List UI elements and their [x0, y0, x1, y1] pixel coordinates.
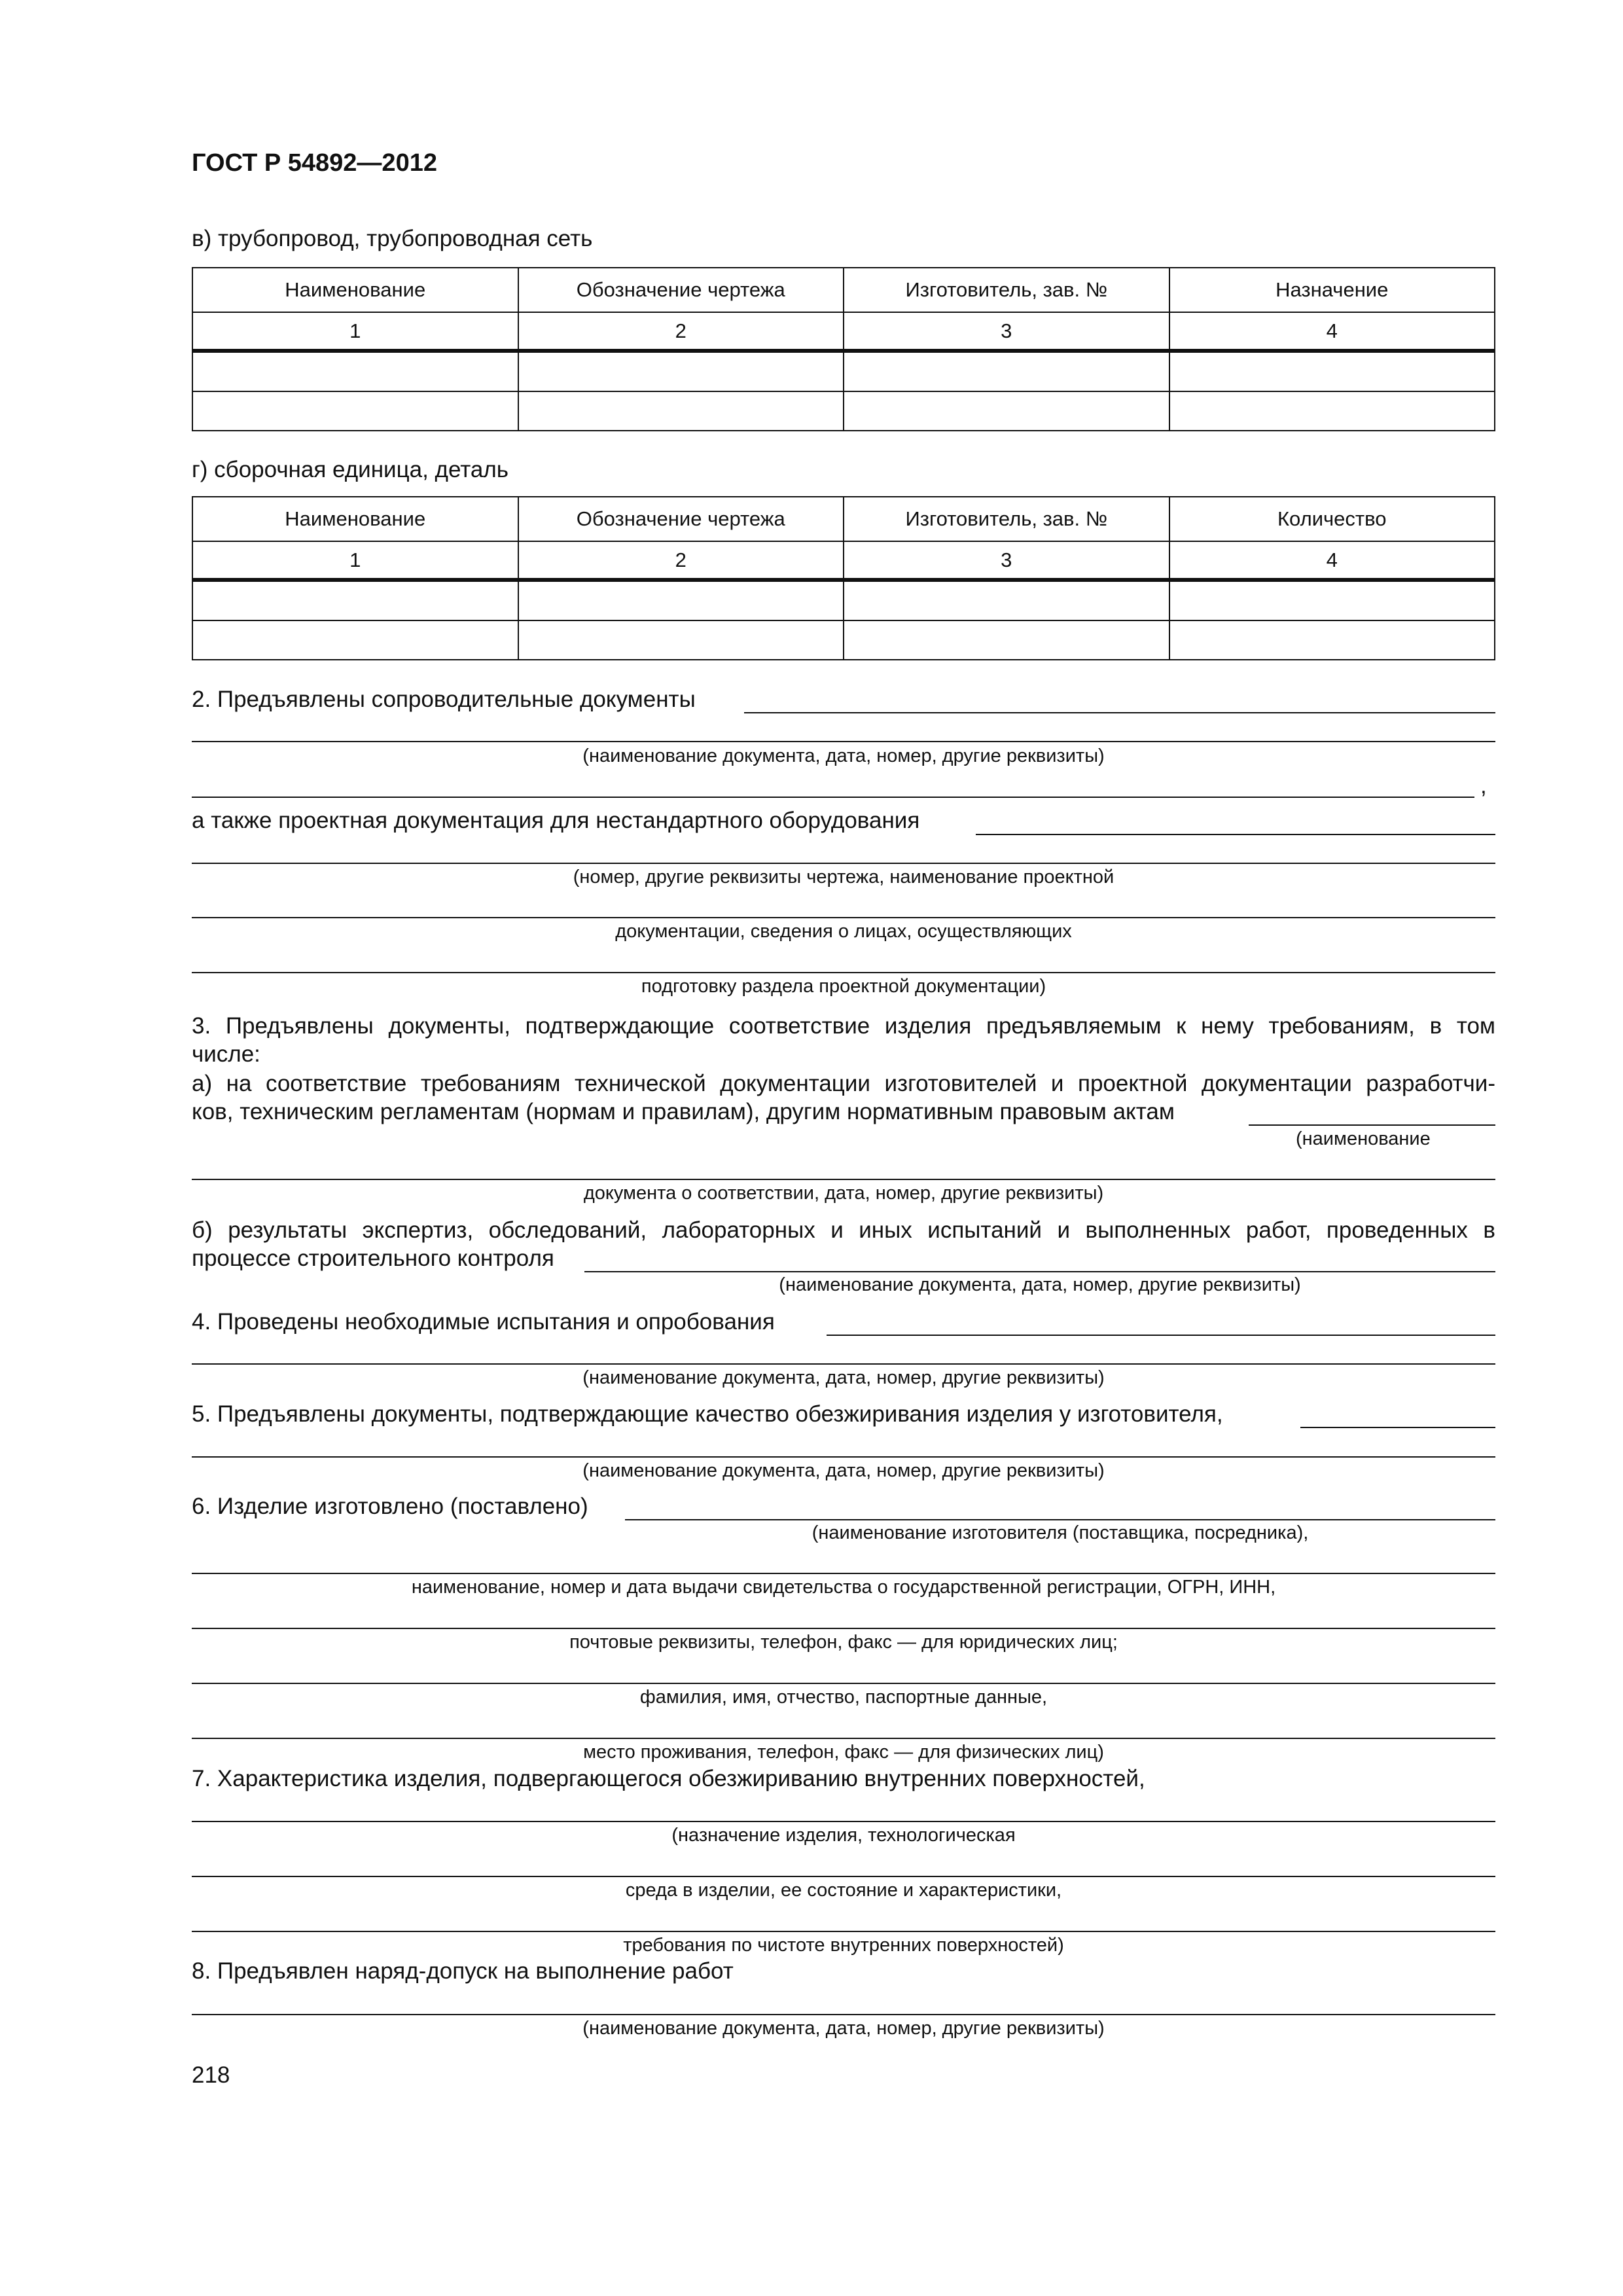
item3-line1: 3. Предъявлены документы, подтверждающие соответствие изделия предъявляемым к нему требованиям, в том — [192, 1013, 1495, 1039]
item3-line2: числе: — [192, 1041, 260, 1067]
table-cell[interactable] — [1169, 351, 1495, 391]
column-header: Обозначение чертежа — [518, 268, 844, 312]
comma: , — [1480, 773, 1487, 798]
item3-b-caption: (наименование документа, дата, номер, другие реквизиты) — [779, 1274, 1301, 1295]
fill-line[interactable] — [192, 797, 1474, 798]
table-row — [192, 580, 1495, 620]
item8-label: 8. Предъявлен наряд-допуск на выполнение работ — [192, 1958, 734, 1984]
assembly-table — [192, 496, 1495, 660]
table-cell[interactable] — [844, 351, 1169, 391]
item6-caption4: фамилия, имя, отчество, паспортные данные, — [639, 1687, 1048, 1708]
column-number: 1 — [192, 312, 518, 351]
fill-line[interactable] — [192, 1683, 1495, 1684]
table-cell[interactable] — [518, 620, 844, 660]
column-header: Наименование — [192, 497, 518, 541]
item2-project-label: а также проектная документация для нестандартного оборудования — [192, 808, 920, 833]
item7-caption2: среда в изделии, ее состояние и характеристики, — [625, 1880, 1062, 1901]
fill-line[interactable] — [1249, 1124, 1495, 1126]
column-header: Изготовитель, зав. № — [844, 497, 1169, 541]
fill-line[interactable] — [192, 972, 1495, 973]
item5-label: 5. Предъявлены документы, подтверждающие качество обезжиривания изделия у изготовителя, — [192, 1401, 1223, 1427]
table-cell[interactable] — [1169, 580, 1495, 620]
item6-caption1: (наименование изготовителя (поставщика, посредника), — [812, 1522, 1309, 1543]
fill-line[interactable] — [192, 1573, 1495, 1574]
fill-line[interactable] — [192, 1821, 1495, 1822]
column-number: 3 — [844, 312, 1169, 351]
table-cell[interactable] — [192, 620, 518, 660]
standard-header: ГОСТ Р 54892—2012 — [192, 149, 437, 177]
column-number: 4 — [1169, 312, 1495, 351]
fill-line[interactable] — [192, 1876, 1495, 1877]
table-cell[interactable] — [518, 580, 844, 620]
fill-line[interactable] — [192, 2014, 1495, 2015]
fill-line[interactable] — [192, 917, 1495, 918]
column-number: 2 — [518, 541, 844, 580]
item7-caption1: (назначение изделия, технологическая — [671, 1825, 1016, 1846]
fill-line[interactable] — [192, 1738, 1495, 1739]
item7-caption3: требования по чистоте внутренних поверхностей) — [623, 1935, 1064, 1956]
item2-caption-c: подготовку раздела проектной документации) — [641, 976, 1046, 997]
table-row — [192, 620, 1495, 660]
pipeline-table — [192, 267, 1495, 431]
item3-a-line2: ков, техническим регламентам (нормам и правилам), другим нормативным правовым актам — [192, 1099, 1175, 1124]
table-cell[interactable] — [518, 391, 844, 431]
fill-line[interactable] — [192, 1363, 1495, 1365]
fill-line[interactable] — [192, 1628, 1495, 1629]
fill-line[interactable] — [827, 1335, 1495, 1336]
fill-line[interactable] — [192, 1456, 1495, 1458]
table-cell[interactable] — [192, 391, 518, 431]
table-cell[interactable] — [1169, 620, 1495, 660]
item8-caption: (наименование документа, дата, номер, другие реквизиты) — [582, 2018, 1105, 2039]
table-row — [192, 351, 1495, 391]
item6-label: 6. Изделие изготовлено (поставлено) — [192, 1494, 588, 1519]
column-number: 3 — [844, 541, 1169, 580]
section-v-title: в) трубопровод, трубопроводная сеть — [192, 226, 593, 251]
item7-label: 7. Характеристика изделия, подвергающегося обезжириванию внутренних поверхностей, — [192, 1766, 1145, 1791]
column-number: 4 — [1169, 541, 1495, 580]
fill-line[interactable] — [192, 1931, 1495, 1932]
table-cell[interactable] — [1169, 391, 1495, 431]
page-number: 218 — [192, 2062, 230, 2088]
item6-caption3: почтовые реквизиты, телефон, факс — для юридических лиц; — [569, 1632, 1118, 1653]
fill-line[interactable] — [744, 712, 1495, 713]
column-header: Обозначение чертежа — [518, 497, 844, 541]
fill-line[interactable] — [976, 834, 1495, 835]
column-header: Изготовитель, зав. № — [844, 268, 1169, 312]
column-header: Наименование — [192, 268, 518, 312]
section-g-title: г) сборочная единица, деталь — [192, 457, 509, 482]
item2-caption: (наименование документа, дата, номер, другие реквизиты) — [582, 745, 1105, 766]
fill-line[interactable] — [192, 1179, 1495, 1180]
item3-b-line2: процессе строительного контроля — [192, 1246, 554, 1271]
fill-line[interactable] — [192, 741, 1495, 742]
item3-b-line1: б) результаты экспертиз, обследований, лабораторных и иных испытаний и выполненных работ, проведенных в — [192, 1217, 1495, 1243]
item5-caption: (наименование документа, дата, номер, другие реквизиты) — [582, 1460, 1105, 1481]
item2-caption-a: (номер, другие реквизиты чертежа, наименование проектной — [573, 867, 1115, 888]
item2-caption-b: документации, сведения о лицах, осуществляющих — [615, 921, 1072, 942]
table-cell[interactable] — [518, 351, 844, 391]
item6-caption2: наименование, номер и дата выдачи свидетельства о государственной регистрации, ОГРН, ИНН, — [411, 1577, 1276, 1598]
table-cell[interactable] — [844, 620, 1169, 660]
fill-line[interactable] — [625, 1519, 1495, 1520]
item6-caption5: место проживания, телефон, факс — для физических лиц) — [583, 1742, 1104, 1763]
item4-label: 4. Проведены необходимые испытания и опробования — [192, 1309, 775, 1335]
item3-a-line1: а) на соответствие требованиям технической документации изготовителей и проектной документации разработчи- — [192, 1071, 1495, 1096]
item3-a-caption2: документа о соответствии, дата, номер, другие реквизиты) — [583, 1183, 1104, 1204]
item2-label: 2. Предъявлены сопроводительные документы — [192, 687, 696, 712]
table-cell[interactable] — [192, 580, 518, 620]
column-number: 2 — [518, 312, 844, 351]
column-header: Назначение — [1169, 268, 1495, 312]
table-row — [192, 391, 1495, 431]
column-header: Количество — [1169, 497, 1495, 541]
fill-line[interactable] — [584, 1271, 1495, 1272]
column-number: 1 — [192, 541, 518, 580]
fill-line[interactable] — [1300, 1427, 1495, 1428]
table-cell[interactable] — [844, 580, 1169, 620]
table-cell[interactable] — [844, 391, 1169, 431]
item4-caption: (наименование документа, дата, номер, другие реквизиты) — [582, 1367, 1105, 1388]
fill-line[interactable] — [192, 863, 1495, 864]
table-cell[interactable] — [192, 351, 518, 391]
item3-a-caption1: (наименование — [1296, 1128, 1431, 1149]
